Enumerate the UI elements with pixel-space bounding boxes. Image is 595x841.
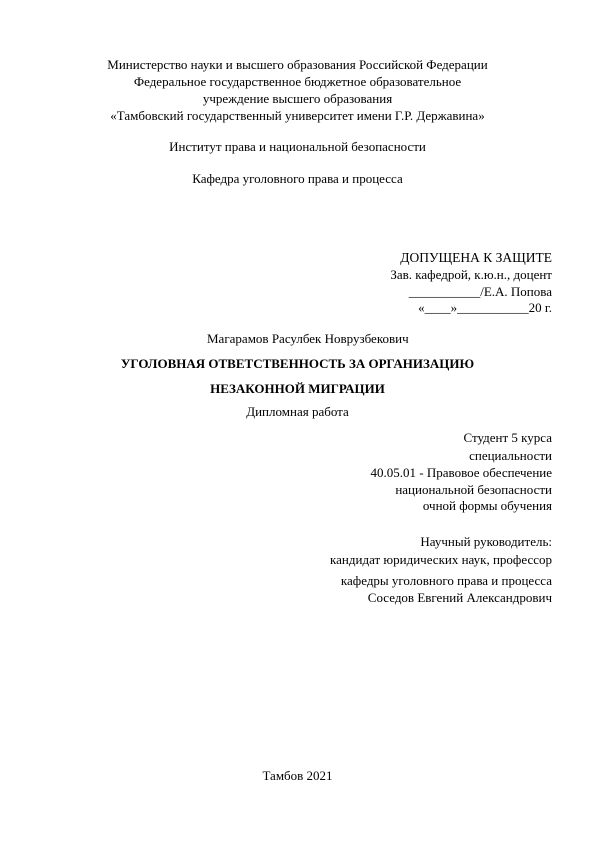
student-study-form: очной формы обучения: [422, 498, 552, 513]
institution-line-1: Федеральное государственное бюджетное образовательное: [133, 74, 462, 89]
approval-date: «____»___________20 г.: [418, 300, 552, 315]
student-specialty-label: специальности: [469, 448, 552, 463]
ministry-line: Министерство науки и высшего образования Российской Федерации: [107, 57, 488, 72]
thesis-title-line-1: УГОЛОВНАЯ ОТВЕТСТВЕННОСТЬ ЗА ОРГАНИЗАЦИЮ: [120, 356, 475, 371]
student-course: Студент 5 курса: [463, 430, 552, 445]
institute-line: Институт права и национальной безопасности: [169, 139, 426, 154]
supervisor-name: Соседов Евгений Александрович: [367, 590, 552, 605]
thesis-type: Дипломная работа: [246, 404, 349, 419]
supervisor-label: Научный руководитель:: [420, 534, 552, 549]
student-specialty-name: национальной безопасности: [395, 482, 552, 497]
approval-title: ДОПУЩЕНА К ЗАЩИТЕ: [400, 250, 552, 265]
student-specialty-code: 40.05.01 - Правовое обеспечение: [370, 465, 552, 480]
approval-position: Зав. кафедрой, к.ю.н., доцент: [390, 267, 552, 282]
approval-signature: ___________/Е.А. Попова: [408, 284, 552, 299]
supervisor-degree: кандидат юридических наук, профессор: [330, 552, 552, 567]
university-line: «Тамбовский государственный университет имени Г.Р. Державина»: [110, 108, 485, 123]
institution-line-2: учреждение высшего образования: [202, 91, 393, 106]
department-line: Кафедра уголовного права и процесса: [192, 171, 403, 186]
supervisor-department: кафедры уголовного права и процесса: [340, 573, 552, 588]
thesis-title-line-2: НЕЗАКОННОЙ МИГРАЦИИ: [210, 381, 385, 396]
city-year: Тамбов 2021: [262, 768, 333, 783]
author-name: Магарамов Расулбек Новрузбекович: [207, 331, 409, 346]
